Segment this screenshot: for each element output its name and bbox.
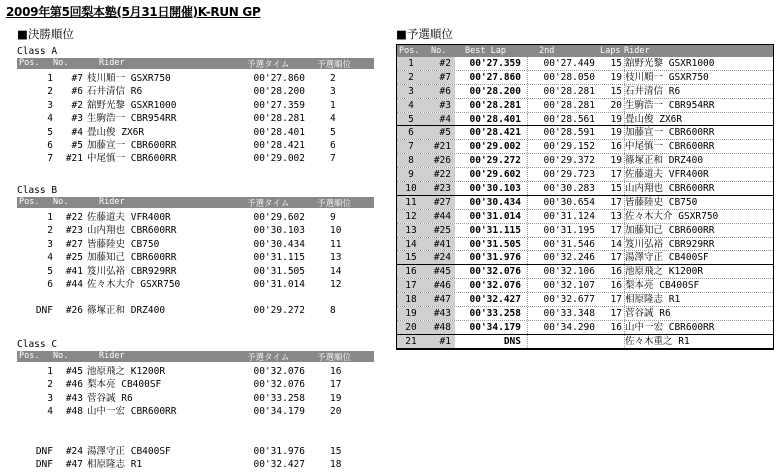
rider-cell: 佐藤道夫 VFR400R — [625, 169, 709, 181]
qualifying-row — [397, 307, 773, 321]
qualifying-row — [397, 293, 773, 307]
best-lap-cell: 00'32.076 — [469, 280, 521, 292]
best-lap-cell: 00'30.103 — [469, 183, 521, 195]
number-cell: #5 — [425, 126, 455, 139]
rider-cell: 舘野光黎 GSXR1000 — [625, 58, 715, 69]
position-cell: 4 — [397, 99, 425, 112]
number-cell: #47 — [65, 459, 83, 470]
col-rider-header: Rider — [99, 351, 125, 361]
position-cell: 1 — [47, 212, 53, 223]
rider-cell: 皆藤陸史 CB750 — [87, 238, 160, 250]
col-no-header: No. — [431, 46, 447, 56]
qual-pos-cell: 13 — [330, 252, 342, 264]
position-cell: 5 — [397, 113, 425, 126]
final-header-row — [17, 58, 374, 69]
position-cell: DNF — [35, 305, 53, 317]
second-lap-cell: 00'29.723 — [527, 168, 599, 181]
qual-pos-cell: 8 — [330, 305, 336, 317]
number-cell: #21 — [65, 153, 83, 165]
position-cell: 2 — [47, 225, 53, 237]
final-result-row — [17, 139, 374, 152]
number-cell: #2 — [71, 99, 83, 111]
qual-time-cell: 00'33.258 — [253, 392, 305, 404]
final-result-row — [17, 152, 374, 165]
best-lap-cell: 00'30.434 — [469, 196, 521, 208]
qual-time-cell: 00'29.602 — [253, 212, 305, 223]
col-pos-header: Pos. — [19, 58, 40, 68]
final-result-row — [17, 99, 374, 112]
qual-pos-cell: 1 — [330, 99, 336, 111]
position-cell: 6 — [47, 140, 53, 151]
qualifying-row — [397, 99, 773, 113]
best-lap-cell: 00'31.115 — [469, 224, 521, 236]
rider-cell: 梨本亮 CB400SF — [87, 379, 162, 391]
position-cell: 3 — [397, 85, 425, 98]
position-cell: 2 — [47, 379, 53, 391]
laps-cell: 17 — [610, 169, 622, 181]
qualifying-row — [397, 182, 773, 196]
final-header-row — [17, 197, 374, 208]
number-cell: #47 — [425, 293, 455, 306]
rider-cell: 山内翔也 CBR600RR — [87, 225, 177, 237]
number-cell: #41 — [65, 265, 83, 277]
class-label: Class B — [17, 185, 58, 196]
qual-time-cell: 00'28.200 — [253, 86, 305, 98]
qual-time-cell: 00'32.076 — [253, 379, 305, 391]
best-lap-cell: 00'29.272 — [469, 155, 521, 167]
number-cell: #1 — [425, 335, 455, 348]
laps-cell: 13 — [610, 210, 622, 222]
number-cell: #46 — [65, 379, 83, 391]
rider-cell: 山内翔也 CBR600RR — [625, 183, 715, 195]
qualifying-row — [397, 321, 773, 335]
second-lap-cell: 00'31.124 — [527, 210, 599, 223]
rider-cell: 皆藤陸史 CB750 — [625, 196, 698, 208]
best-lap-cell: 00'31.505 — [469, 238, 521, 250]
qual-pos-cell: 15 — [330, 445, 342, 457]
position-cell: 16 — [397, 265, 425, 278]
number-cell: #45 — [65, 366, 83, 377]
number-cell: #23 — [65, 225, 83, 237]
qual-time-cell: 00'30.434 — [253, 238, 305, 250]
second-lap-cell: 00'33.348 — [527, 307, 599, 320]
number-cell: #46 — [425, 279, 455, 292]
col-pos-header: Pos. — [399, 46, 420, 56]
qualifying-row — [397, 196, 773, 210]
qualifying-row — [397, 154, 773, 168]
qual-time-cell: 00'28.421 — [253, 140, 305, 151]
rider-cell: 生駒浩一 CBR954RR — [87, 113, 177, 125]
col-qual-time-header: 予選タイム — [247, 199, 290, 209]
rider-cell: 湯澤守正 CB400SF — [625, 252, 709, 264]
class-label: Class C — [17, 339, 58, 350]
number-cell: #22 — [65, 212, 83, 223]
col-qual-time-header: 予選タイム — [247, 60, 290, 70]
final-result-row — [17, 405, 374, 418]
page-title: 2009年第5回梨本塾(5月31日開催)K-RUN GP — [6, 5, 261, 19]
qualifying-row — [397, 279, 773, 293]
number-cell: #45 — [425, 265, 455, 278]
number-cell: #7 — [71, 73, 83, 84]
qualifying-row — [397, 168, 773, 182]
col-no-header: No. — [53, 351, 69, 361]
number-cell: #25 — [65, 252, 83, 264]
second-lap-cell: 00'32.246 — [527, 251, 599, 264]
number-cell: #2 — [425, 57, 455, 70]
number-cell: #44 — [65, 279, 83, 290]
rider-cell: 加藤宣一 CBR600RR — [625, 127, 715, 139]
col-laps-header: Laps — [600, 46, 621, 56]
number-cell: #41 — [425, 238, 455, 251]
qual-time-cell: 00'28.401 — [253, 126, 305, 138]
laps-cell: 17 — [610, 252, 622, 264]
number-cell: #26 — [65, 305, 83, 317]
position-cell: 3 — [47, 238, 53, 250]
qualifying-row — [397, 140, 773, 154]
position-cell: 11 — [397, 196, 425, 209]
position-cell: 13 — [397, 224, 425, 237]
final-result-row — [17, 211, 374, 224]
rider-cell: 石井清信 R6 — [87, 86, 143, 98]
position-cell: 15 — [397, 251, 425, 264]
laps-cell: 19 — [610, 155, 622, 167]
best-lap-cell: 00'29.602 — [469, 169, 521, 181]
laps-cell: 19 — [610, 127, 622, 139]
rider-cell: 相原隆志 R1 — [625, 294, 681, 306]
col-qual-pos-header: 予選順位 — [317, 60, 352, 70]
final-results-heading: ■決勝順位 — [17, 27, 74, 41]
qual-time-cell: 00'27.359 — [253, 99, 305, 111]
number-cell: #27 — [425, 196, 455, 209]
laps-cell: 15 — [610, 85, 622, 97]
best-lap-cell: 00'32.427 — [469, 294, 521, 306]
rider-cell: 佐藤道夫 VFR400R — [87, 212, 171, 223]
number-cell: #48 — [425, 321, 455, 334]
rider-cell: 池原飛之 K1200R — [625, 266, 704, 278]
position-cell: 2 — [397, 71, 425, 84]
qual-time-cell: 00'31.976 — [253, 445, 305, 457]
qualifying-row — [397, 224, 773, 238]
position-cell: 4 — [47, 113, 53, 125]
final-result-row — [17, 458, 374, 471]
col-rider-header: Rider — [99, 197, 125, 207]
qualifying-header-row — [397, 45, 773, 57]
position-cell: 7 — [47, 153, 53, 165]
qual-time-cell: 00'28.281 — [253, 113, 305, 125]
second-lap-cell: 00'27.449 — [527, 57, 599, 70]
qual-pos-cell: 20 — [330, 406, 342, 418]
laps-cell: 17 — [610, 196, 622, 208]
best-lap-cell: 00'29.002 — [469, 141, 521, 153]
class-label: Class A — [17, 46, 58, 57]
qual-pos-cell: 4 — [330, 113, 336, 125]
position-cell: 2 — [47, 86, 53, 98]
number-cell: #4 — [71, 126, 83, 138]
qualifying-row — [397, 126, 773, 140]
position-cell: 10 — [397, 182, 425, 195]
second-lap-cell: 00'32.106 — [527, 265, 599, 278]
qual-pos-cell: 6 — [330, 140, 336, 151]
position-cell: 1 — [47, 366, 53, 377]
number-cell: #48 — [65, 406, 83, 418]
second-lap-cell: 00'34.290 — [527, 321, 599, 334]
qual-pos-cell: 19 — [330, 392, 342, 404]
position-cell: 1 — [397, 57, 425, 70]
best-lap-cell: 00'28.281 — [469, 99, 521, 111]
laps-cell: 15 — [610, 183, 622, 195]
qualifying-row — [397, 85, 773, 99]
position-cell: DNF — [35, 459, 53, 470]
final-result-row — [17, 251, 374, 264]
number-cell: #4 — [425, 113, 455, 126]
laps-cell: 20 — [610, 99, 622, 111]
second-lap-cell: 00'28.281 — [527, 85, 599, 98]
number-cell: #44 — [425, 210, 455, 223]
best-lap-cell: 00'34.179 — [469, 321, 521, 333]
laps-cell: 16 — [610, 266, 622, 278]
second-lap-cell: 00'28.561 — [527, 113, 599, 126]
col-rider-header: Rider — [99, 58, 125, 68]
qual-pos-cell: 17 — [330, 379, 342, 391]
best-lap-cell: 00'32.076 — [469, 266, 521, 278]
laps-cell: 17 — [610, 224, 622, 236]
qualifying-row — [397, 57, 773, 71]
col-rider-header: Rider — [624, 46, 650, 56]
final-result-row — [17, 278, 374, 291]
qual-pos-cell: 7 — [330, 153, 336, 165]
second-lap-cell: 00'29.152 — [527, 140, 599, 153]
position-cell: 17 — [397, 279, 425, 292]
position-cell: 3 — [47, 392, 53, 404]
number-cell: #26 — [425, 154, 455, 167]
final-result-row — [17, 265, 374, 278]
second-lap-cell: 00'31.195 — [527, 224, 599, 237]
number-cell: #24 — [65, 445, 83, 457]
final-result-row — [17, 392, 374, 405]
second-lap-cell: 00'30.654 — [527, 196, 599, 209]
rider-cell: 篠塚正和 DRZ400 — [625, 155, 704, 167]
position-cell: 19 — [397, 307, 425, 320]
final-result-row — [17, 238, 374, 251]
qualifying-row — [397, 238, 773, 252]
second-lap-cell: 00'28.281 — [527, 99, 599, 112]
qual-pos-cell: 12 — [330, 279, 342, 290]
laps-cell: 14 — [610, 238, 622, 250]
qual-pos-cell: 18 — [330, 459, 342, 470]
best-lap-cell: 00'28.200 — [469, 85, 521, 97]
rider-cell: 佐々木重之 R1 — [625, 335, 690, 347]
best-lap-cell: 00'31.014 — [469, 210, 521, 222]
laps-cell: 16 — [610, 321, 622, 333]
rider-cell: 畳山俊 ZX6R — [625, 113, 683, 125]
col-no-header: No. — [53, 58, 69, 68]
col-qual-time-header: 予選タイム — [247, 353, 290, 363]
laps-cell: 15 — [610, 58, 622, 69]
col-qual-pos-header: 予選順位 — [317, 199, 352, 209]
qual-pos-cell: 14 — [330, 265, 342, 277]
second-lap-cell: 00'31.546 — [527, 238, 599, 251]
number-cell: #43 — [65, 392, 83, 404]
qual-time-cell: 00'31.014 — [253, 279, 305, 290]
laps-cell: 17 — [610, 294, 622, 306]
number-cell: #6 — [71, 86, 83, 98]
rider-cell: 佐々木大介 GSXR750 — [625, 210, 719, 222]
qualifying-row — [397, 71, 773, 85]
final-result-row — [17, 85, 374, 98]
best-lap-cell: 00'31.976 — [469, 252, 521, 264]
best-lap-cell: 00'27.860 — [469, 71, 521, 83]
rider-cell: 池原飛之 K1200R — [87, 366, 166, 377]
position-cell: 21 — [397, 335, 425, 348]
rider-cell: 菅谷誠 R6 — [625, 308, 671, 320]
position-cell: 5 — [47, 126, 53, 138]
number-cell: #24 — [425, 251, 455, 264]
rider-cell: 生駒浩一 CBR954RR — [625, 99, 715, 111]
qual-time-cell: 00'29.272 — [253, 305, 305, 317]
rider-cell: 山中一宏 CBR600RR — [87, 406, 177, 418]
qual-time-cell: 00'34.179 — [253, 406, 305, 418]
col-pos-header: Pos. — [19, 197, 40, 207]
best-lap-cell: 00'28.401 — [469, 113, 521, 125]
rider-cell: 中尾慎一 CBR600RR — [87, 153, 177, 165]
number-cell: #21 — [425, 140, 455, 153]
rider-cell: 菅谷誠 R6 — [87, 392, 133, 404]
qual-pos-cell: 10 — [330, 225, 342, 237]
laps-cell: 16 — [610, 141, 622, 153]
rider-cell: 加藤知己 CBR600RR — [625, 224, 715, 236]
position-cell: 1 — [47, 73, 53, 84]
qualifying-results-table — [396, 44, 774, 350]
qualifying-row — [397, 265, 773, 279]
laps-cell: 17 — [610, 308, 622, 320]
position-cell: 8 — [397, 154, 425, 167]
position-cell: 7 — [397, 140, 425, 153]
number-cell: #3 — [71, 113, 83, 125]
position-cell: 9 — [397, 168, 425, 181]
best-lap-cell: 00'28.421 — [469, 127, 521, 139]
final-result-row — [17, 365, 374, 378]
position-cell: 6 — [397, 126, 425, 139]
position-cell: 3 — [47, 99, 53, 111]
rider-cell: 畳山俊 ZX6R — [87, 126, 145, 138]
qual-time-cell: 00'27.860 — [253, 73, 305, 84]
second-lap-cell: 00'29.372 — [527, 154, 599, 167]
number-cell: #22 — [425, 168, 455, 181]
final-result-row — [17, 378, 374, 391]
best-lap-cell: 00'33.258 — [469, 308, 521, 320]
final-result-row — [17, 304, 374, 317]
rider-cell: 笈川弘裕 CBR929RR — [87, 265, 177, 277]
second-lap-cell: 00'32.677 — [527, 293, 599, 306]
number-cell: #5 — [71, 140, 83, 151]
best-lap-cell: DNS — [503, 335, 521, 347]
number-cell: #23 — [425, 182, 455, 195]
qualifying-results-heading: ■予選順位 — [396, 27, 453, 41]
rider-cell: 相原隆志 R1 — [87, 459, 143, 470]
position-cell: 12 — [397, 210, 425, 223]
rider-cell: 枝川順一 GSXR750 — [87, 73, 171, 84]
final-result-row — [17, 72, 374, 85]
laps-cell: 16 — [610, 280, 622, 292]
col-pos-header: Pos. — [19, 351, 40, 361]
col-qual-pos-header: 予選順位 — [317, 353, 352, 363]
rider-cell: 加藤宣一 CBR600RR — [87, 140, 177, 151]
number-cell: #43 — [425, 307, 455, 320]
position-cell: 6 — [47, 279, 53, 290]
col-2nd-header: 2nd — [539, 46, 555, 56]
position-cell: 5 — [47, 265, 53, 277]
position-cell: 4 — [47, 406, 53, 418]
rider-cell: 佐々木大介 GSXR750 — [87, 279, 181, 290]
final-header-row — [17, 351, 374, 362]
rider-cell: 篠塚正和 DRZ400 — [87, 305, 166, 317]
rider-cell: 石井清信 R6 — [625, 85, 681, 97]
final-result-row — [17, 445, 374, 458]
number-cell: #27 — [65, 238, 83, 250]
second-lap-cell: 00'32.107 — [527, 279, 599, 292]
final-result-row — [17, 112, 374, 125]
number-cell: #7 — [425, 71, 455, 84]
rider-cell: 枝川順一 GSXR750 — [625, 71, 709, 83]
position-cell: 18 — [397, 293, 425, 306]
qual-pos-cell: 2 — [330, 73, 336, 84]
number-cell: #6 — [425, 85, 455, 98]
laps-cell: 19 — [610, 71, 622, 83]
second-lap-cell: 00'28.050 — [527, 71, 599, 84]
col-best-header: Best Lap — [465, 46, 506, 56]
rider-cell: 梨本亮 CB400SF — [625, 280, 700, 292]
qual-time-cell: 00'32.076 — [253, 366, 305, 377]
qual-time-cell: 00'31.115 — [253, 252, 305, 264]
rider-cell: 湯澤守正 CB400SF — [87, 445, 171, 457]
position-cell: 4 — [47, 252, 53, 264]
qual-time-cell: 00'31.505 — [253, 265, 305, 277]
rider-cell: 山中一宏 CBR600RR — [625, 321, 715, 333]
second-lap-cell: 00'28.591 — [527, 126, 599, 139]
qual-time-cell: 00'29.002 — [253, 153, 305, 165]
final-result-row — [17, 126, 374, 139]
qual-pos-cell: 5 — [330, 126, 336, 138]
qualifying-row — [397, 210, 773, 224]
final-result-row — [17, 224, 374, 237]
number-cell: #3 — [425, 99, 455, 112]
qualifying-row — [397, 113, 773, 127]
qualifying-row — [397, 251, 773, 265]
position-cell: 20 — [397, 321, 425, 334]
best-lap-cell: 00'27.359 — [469, 58, 521, 69]
rider-cell: 中尾慎一 CBR600RR — [625, 141, 715, 153]
qual-pos-cell: 11 — [330, 238, 342, 250]
second-lap-cell: 00'30.283 — [527, 182, 599, 195]
rider-cell: 笈川弘裕 CBR929RR — [625, 238, 715, 250]
rider-cell: 舘野光黎 GSXR1000 — [87, 99, 177, 111]
qual-time-cell: 00'32.427 — [253, 459, 305, 470]
qual-time-cell: 00'30.103 — [253, 225, 305, 237]
position-cell: 14 — [397, 238, 425, 251]
rider-cell: 加藤知己 CBR600RR — [87, 252, 177, 264]
qual-pos-cell: 9 — [330, 212, 336, 223]
number-cell: #25 — [425, 224, 455, 237]
qualifying-row — [397, 335, 773, 349]
qual-pos-cell: 16 — [330, 366, 342, 377]
qual-pos-cell: 3 — [330, 86, 336, 98]
laps-cell: 19 — [610, 113, 622, 125]
position-cell: DNF — [35, 445, 53, 457]
second-lap-cell — [527, 335, 599, 348]
col-no-header: No. — [53, 197, 69, 207]
laps-cell — [599, 335, 622, 348]
